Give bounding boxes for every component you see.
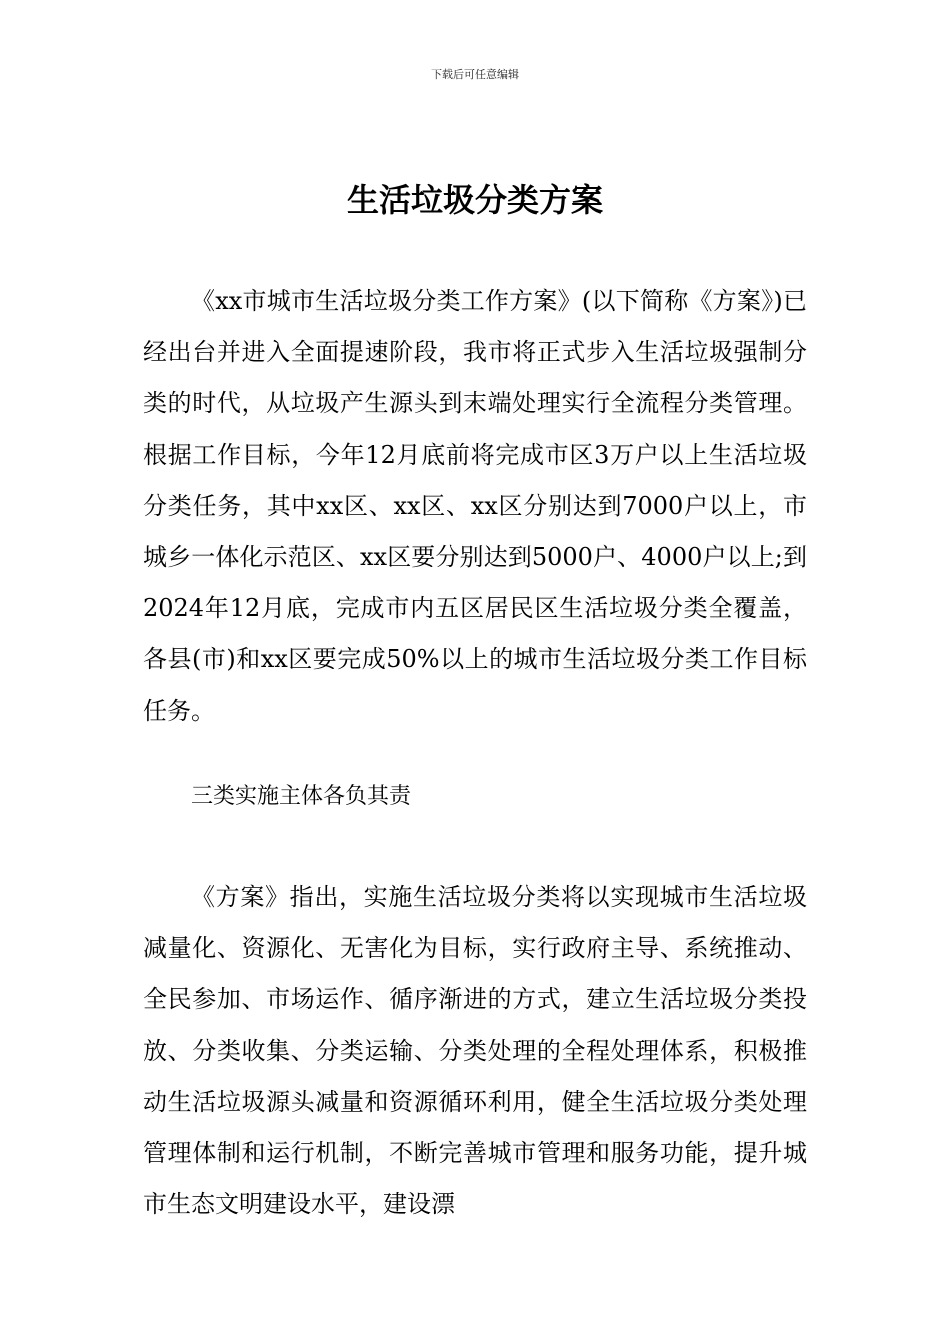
page-header-note: 下载后可任意编辑 [431,68,519,81]
body-paragraph-1: 《xx市城市生活垃圾分类工作方案》(以下简称《方案》)已经出台并进入全面提速阶段，我市将正式步入生活垃圾强制分类的时代，从垃圾产生源头到末端处理实行全流程分类管理。根据工作目标，今年12月底前将完成市区3万户以上生活垃圾分类任务，其中xx区、xx区、xx区分别达到7000户以上，市城乡一体化示范区、xx区要分别达到5000户、4000户以上;到2024年12月底，完成市内五区居民区生活垃圾分类全覆盖，各县(市)和xx区要完成50%以上的城市生活垃圾分类工作目标任务。 [143,287,807,725]
section-heading: 三类实施主体各负其责 [191,784,412,809]
document-title: 生活垃圾分类方案 [346,181,603,219]
body-paragraph-2: 《方案》指出，实施生活垃圾分类将以实现城市生活垃圾减量化、资源化、无害化为目标，实行政府主导、系统推动、全民参加、市场运作、循序渐进的方式，建立生活垃圾分类投放、分类收集、分类运输、分类处理的全程处理体系，积极推动生活垃圾源头减量和资源循环利用，健全生活垃圾分类处理管理体制和运行机制，不断完善城市管理和服务功能，提升城市生态文明建设水平，建设漂 [143,883,807,1219]
